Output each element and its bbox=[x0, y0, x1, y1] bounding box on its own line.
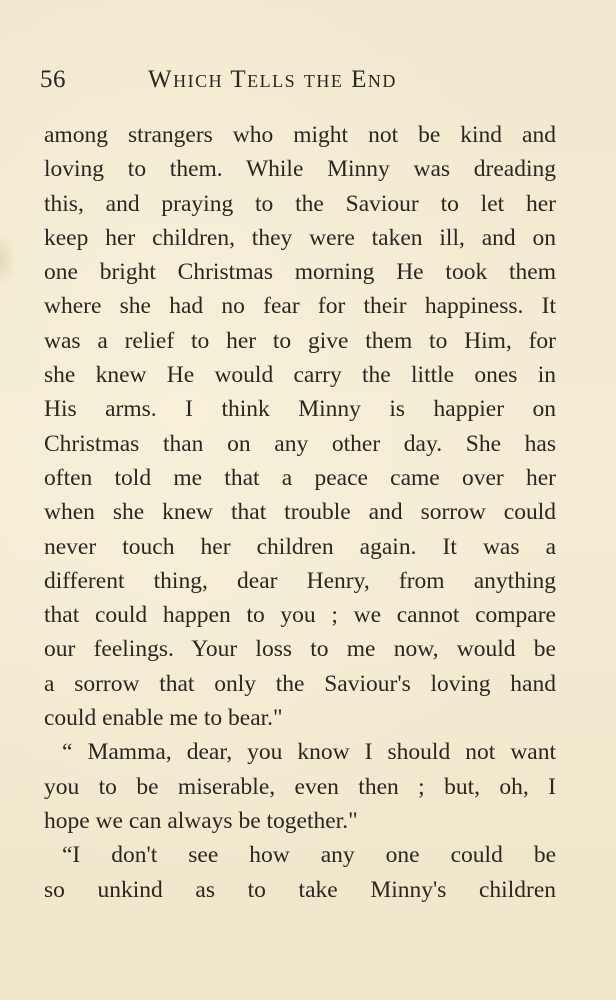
text-line: when she knew that trouble and sorrow could bbox=[44, 499, 556, 526]
text-line: Christmas than on any other day. She has bbox=[44, 430, 556, 457]
body-text bbox=[44, 118, 556, 907]
text-line: never touch her children again. It was a bbox=[44, 533, 556, 560]
text-line: keep her children, they were taken ill, and on bbox=[44, 224, 556, 251]
text-line: one bright Christmas morning He took them bbox=[44, 259, 556, 286]
text-line: so unkind as to take Minny's children bbox=[44, 876, 556, 903]
text-line: you to be miserable, even then ; but, oh, I bbox=[44, 773, 556, 800]
text-line: among strangers who might not be kind and bbox=[44, 122, 556, 148]
text-line: His arms. I think Minny is happier on bbox=[44, 396, 556, 423]
page-number: 56 bbox=[40, 66, 66, 93]
text-line: different thing, dear Henry, from anything bbox=[44, 567, 556, 594]
text-line: our feelings. Your loss to me now, would be bbox=[44, 636, 556, 663]
text-line: this, and praying to the Saviour to let her bbox=[44, 190, 556, 217]
text-line: “ Mamma, dear, you know I should not want bbox=[62, 739, 556, 766]
page-stain bbox=[0, 230, 18, 290]
text-line: loving to them. While Minny was dreading bbox=[44, 156, 556, 183]
text-line: could enable me to bear." bbox=[44, 705, 283, 732]
running-title: Which Tells the End bbox=[148, 66, 397, 93]
text-line: that could happen to you ; we cannot compare bbox=[44, 602, 556, 629]
running-head bbox=[40, 66, 560, 96]
text-line: a sorrow that only the Saviour's loving hand bbox=[44, 670, 556, 697]
text-line: hope we can always be together." bbox=[44, 807, 358, 834]
text-line: was a relief to her to give them to Him, for bbox=[44, 327, 556, 354]
text-line: she knew He would carry the little ones in bbox=[44, 362, 556, 389]
text-line: where she had no fear for their happiness. It bbox=[44, 293, 556, 320]
text-line: “I don't see how any one could be bbox=[62, 842, 556, 869]
text-line: often told me that a peace came over her bbox=[44, 464, 556, 491]
